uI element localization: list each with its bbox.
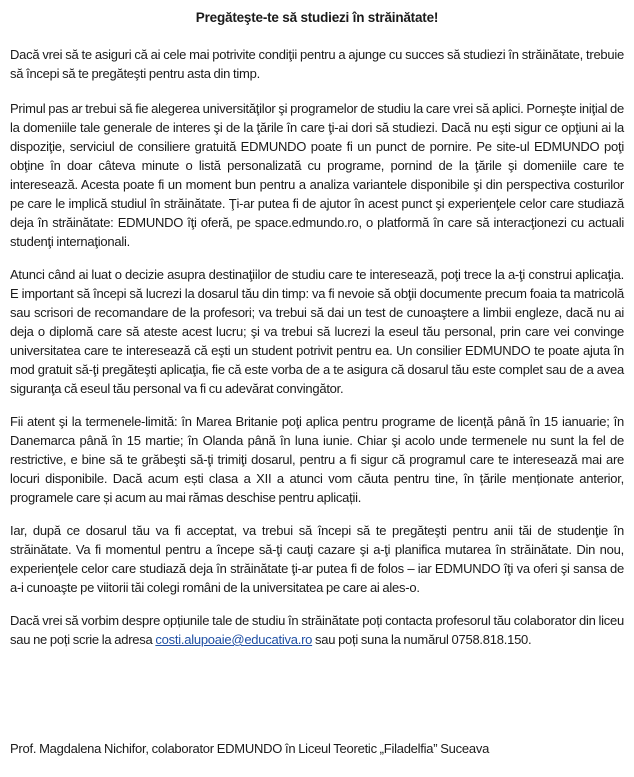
email-link[interactable]: costi.alupoaie@educativa.ro xyxy=(155,632,313,647)
paragraph-intro: Dacă vrei să te asiguri că ai cele mai potrivite condiţii pentru a ajunge cu succes să studiezi în străinătate, trebuie să începi să te pregăteşti pentru asta din timp. xyxy=(10,47,624,81)
paragraph-deadlines: Fii atent şi la termenele-limită: în Marea Britanie poţi aplica pentru programe de licență până în 15 ianuarie; în Danemarca până în 15 martie; în Olanda până în luna iunie. Chiar şi acolo unde termenele nu sunt la fel de restrictive, e bine să te grăbeşti să-ţi trimiţi dosarul, pentru a fi sigur că programul care te interesează mai are locuri disponibile. Dacă acum ești clasa a XII a atunci vom căuta pentru tine, în țările menționate anterior, programele care și acum au mai rămas deschise pentru aplicații. xyxy=(10,414,624,505)
contact-text-before: Dacă vrei să vorbim despre opțiunile tale de studiu în străinătate poți contacta profesorul tău colaborator din liceu sau ne poți scrie la adresa xyxy=(10,613,624,647)
paragraph-choosing-programs: Primul pas ar trebui să fie alegerea universităţilor şi programelor de studiu la care vrei să aplici. Porneşte iniţial de la domeniile tale generale de interes şi de la ţările în care ţi-ai dori să studiezi. Dacă nu eşti sigur ce opţiuni ai la dispoziţie, serviciul de consiliere gratuită EDMUNDO poate fi un punct de pornire. Pe site-ul EDMUNDO poţi obţine în doar câteva minute o listă personalizată cu programe, pornind de la ţările şi domeniile care te interesează. Acesta poate fi un moment bun pentru a analiza variantele disponibile şi din perspectiva costurilor pe care le implică studiul în străinătate. Ţi-ar putea fi de ajutor în acest punct şi experienţele celor care studiază deja în străinătate: EDMUNDO îţi oferă, pe space.edmundo.ro, o platformă în care să interacţionezi cu actuali studenţi internaţionali. xyxy=(10,101,624,249)
document-title: Pregăteşte-te să studiezi în străinătate! xyxy=(195,10,439,25)
paragraph-application: Atunci când ai luat o decizie asupra destinaţiilor de studiu care te interesează, poţi trece la a-ţi construi aplicaţia. E important să începi să lucrezi la dosarul tău din timp: va fi nevoie să obţii documente precum foaia ta matricolă sau scrisori de recomandare de la profesori; va trebui să dai un test de cunoaştere a limbii engleze, dacă nu ai deja o diplomă care să ateste acest lucru; şi va trebui să lucrezi la eseul tău personal, prin care vei convinge universitatea care te interesează că eşti un student potrivit pentru ea. Un consilier EDMUNDO te poate ajuta în mod gratuit să-ţi pregăteşti aplicaţia, fie că este vorba de a te asigura că dosarul tău este complet sau de a avea siguranţa că eseul tău personal va fi cu adevărat convingător. xyxy=(10,267,624,396)
contact-text-after: sau poți suna la numărul 0758.818.150. xyxy=(312,632,532,647)
signature: Prof. Magdalena Nichifor, colaborator EDMUNDO în Liceul Teoretic „Filadelfia” Suceava xyxy=(10,741,490,756)
paragraph-after-acceptance: Iar, după ce dosarul tău va fi acceptat, va trebui să începi să te pregăteşti pentru anii tăi de studenţie în străinătate. Va fi momentul pentru a începe să-ţi cauţi cazare şi a-ţi planifica mutarea în străinătate. Din nou, experienţele celor care studiază deja în străinătate ţi-ar putea fi de folos – iar EDMUNDO îţi va oferi şi sansa de a-i cunoaşte pe viitorii tăi colegi români de la universitatea pe care ai ales-o. xyxy=(10,523,624,595)
paragraph-contact xyxy=(10,611,624,649)
